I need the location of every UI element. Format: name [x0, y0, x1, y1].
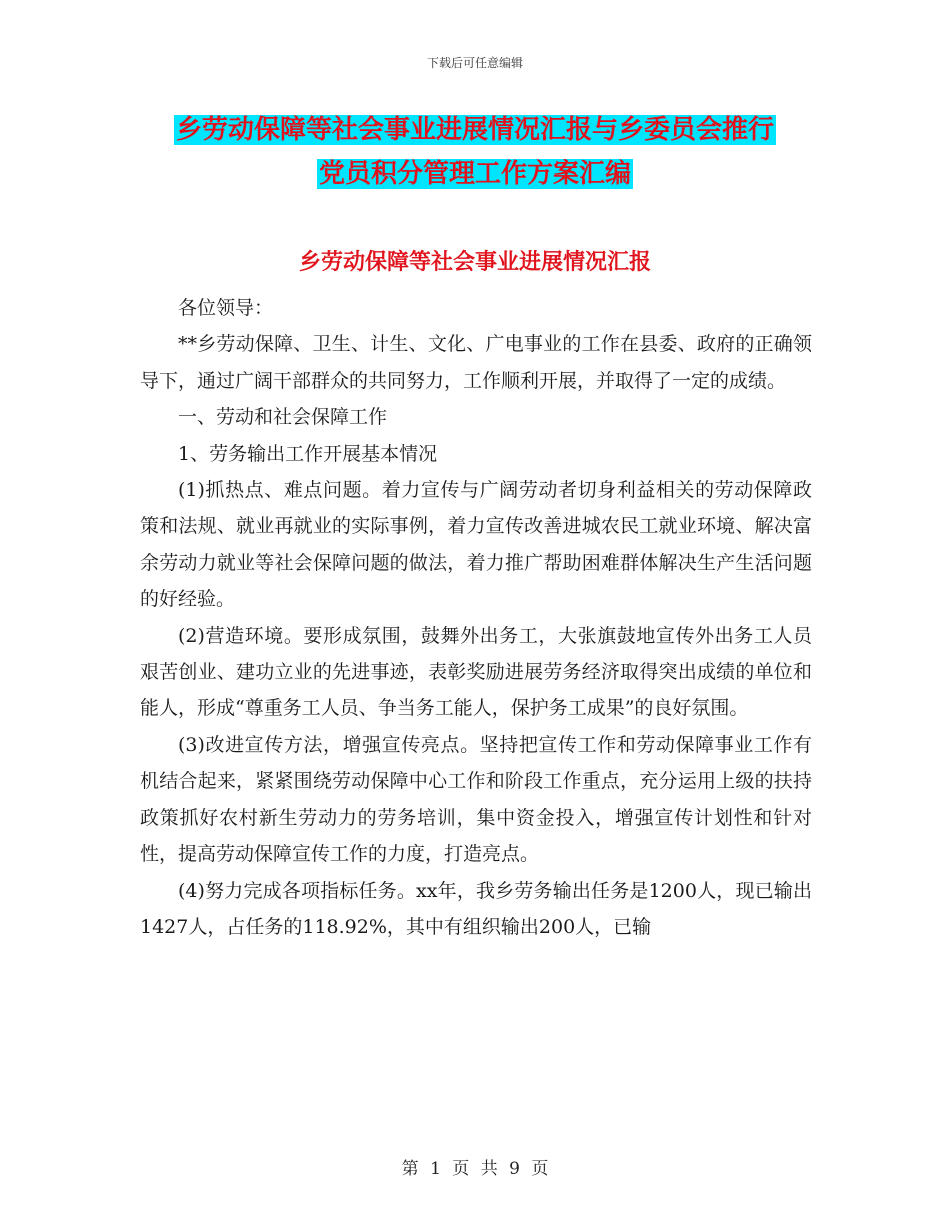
- subheading-labor-security: 一、劳动和社会保障工作: [178, 406, 388, 429]
- paragraph-item-3: (3)改进宣传方法，增强宣传亮点。坚持把宣传工作和劳动保障事业工作有机结合起来，紧紧围绕劳动保障中心工作和阶段工作重点，充分运用上级的扶持政策抓好农村新生劳动力的劳务培训，集中资金投入，增强宣传计划性和针对性，提高劳动保障宣传工作的力度，打造亮点。: [140, 733, 812, 866]
- paragraph-item-1: (1)抓热点、难点问题。着力宣传与广阔劳动者切身利益相关的劳动保障政策和法规、就业再就业的实际事例，着力宣传改善进城农民工就业环境、解决富余劳动力就业等社会保障问题的做法，着力推广帮助困难群体解决生产生活问题的好经验。: [140, 479, 812, 611]
- subheading-labor-export: 1、劳务输出工作开展基本情况: [178, 442, 438, 465]
- title-line-1: 乡劳动保障等社会事业进展情况汇报与乡委员会推行: [175, 115, 774, 145]
- document-body: [140, 290, 812, 945]
- title-line-2: 党员积分管理工作方案汇编: [318, 159, 631, 189]
- page-footer: 第 1 页 共 9 页: [401, 1159, 549, 1179]
- header-note: 下载后可任意编辑: [426, 56, 523, 70]
- salutation: 各位领导：: [178, 297, 274, 319]
- document-title: [0, 108, 950, 196]
- intro-paragraph: **乡劳动保障、卫生、计生、文化、广电事业的工作在县委、政府的正确领导下，通过广阔干部群众的共同努力，工作顺利开展，并取得了一定的成绩。: [140, 333, 812, 392]
- section-heading: 乡劳动保障等社会事业进展情况汇报: [298, 250, 651, 275]
- paragraph-item-2: (2)营造环境。要形成氛围，鼓舞外出务工，大张旗鼓地宣传外出务工人员艰苦创业、建功立业的先进事迹，表彰奖励进展劳务经济取得突出成绩的单位和能人，形成“尊重务工人员、争当务工能人，保护务工成果”的良好氛围。: [140, 624, 812, 720]
- paragraph-item-4: (4)努力完成各项指标任务。xx年，我乡劳务输出任务是1200人，现已输出1427人，占任务的118.92%，其中有组织输出200人，已输: [140, 879, 812, 938]
